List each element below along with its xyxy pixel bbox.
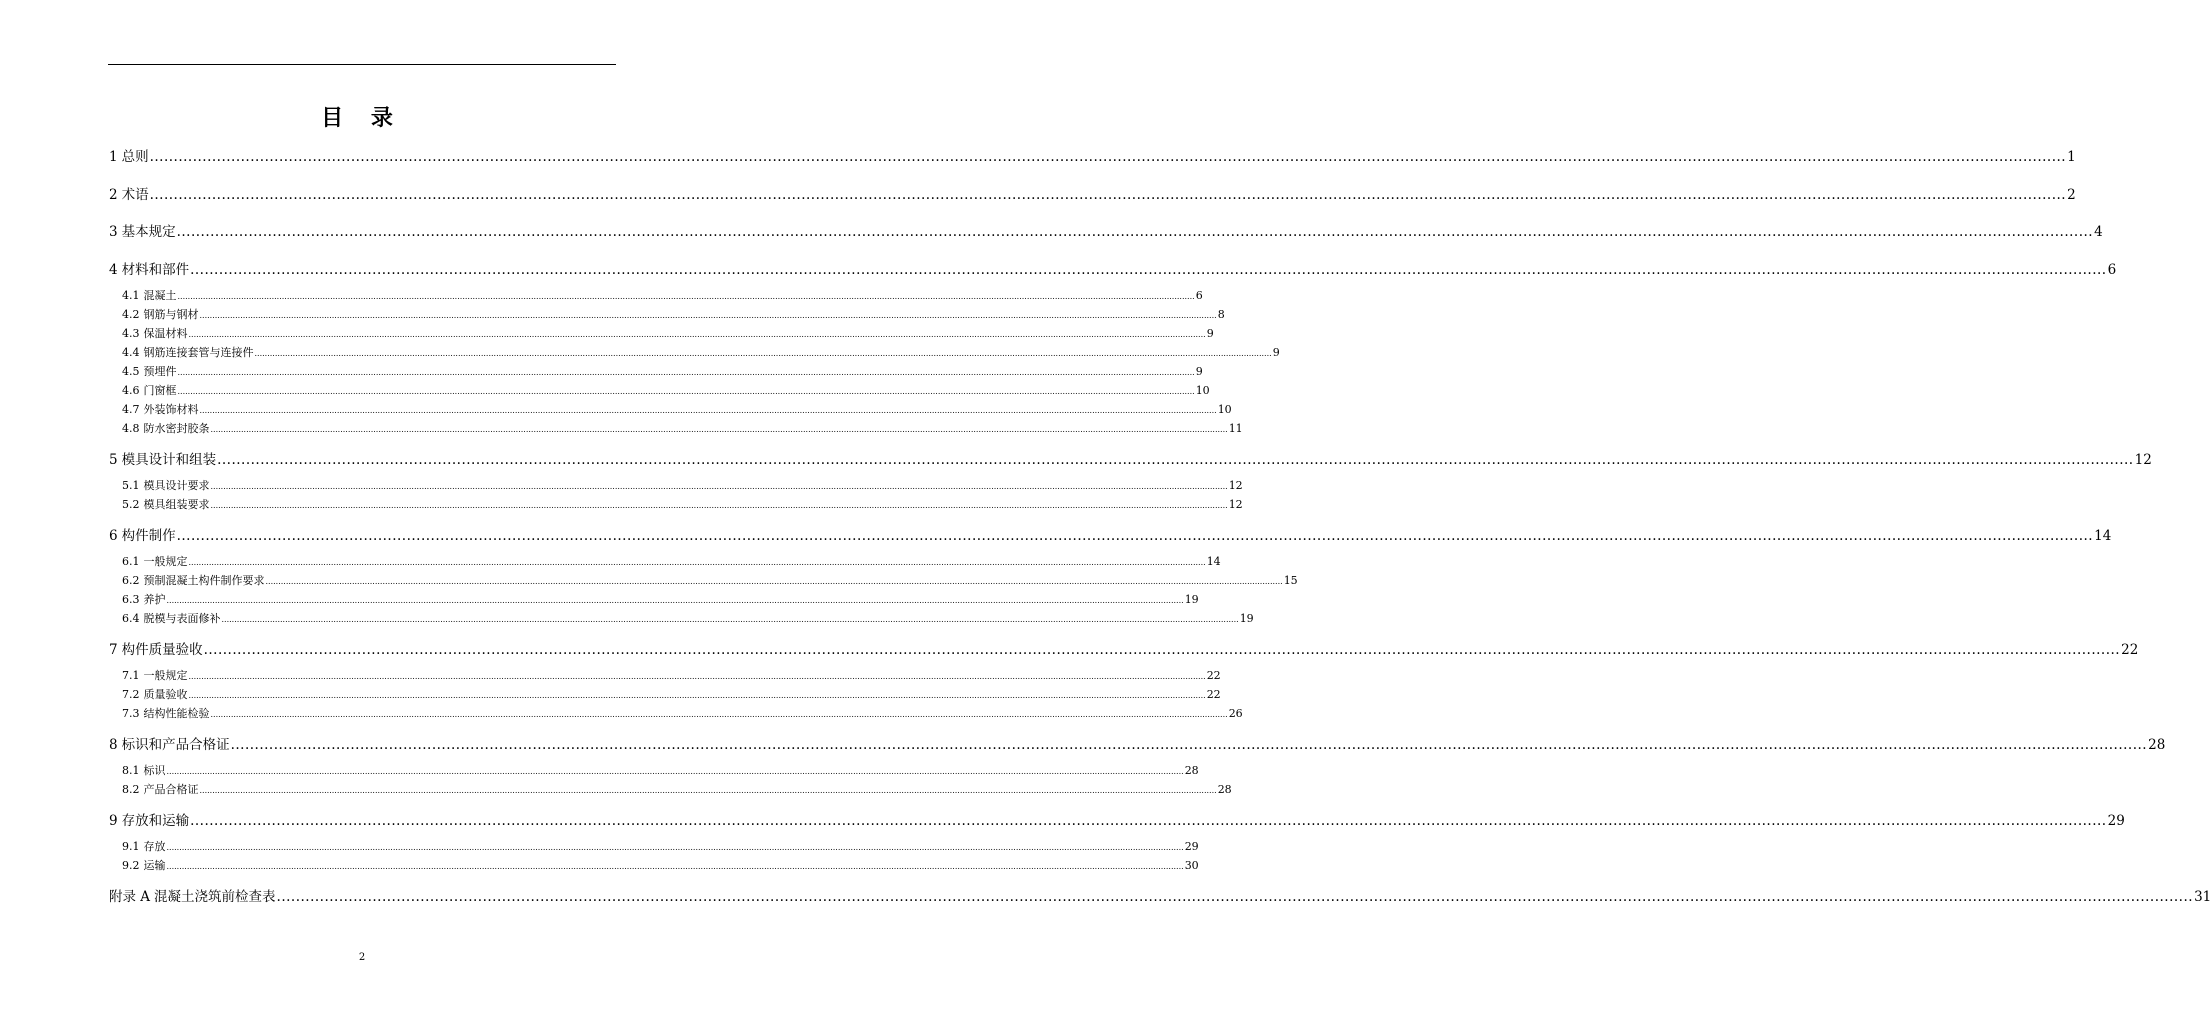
toc-entry-number: 4.4 (122, 346, 140, 359)
toc-leader-dots: ................................................................................................................................................................................................................................................................................................................................................................................................................ (166, 862, 1184, 871)
toc-entry-page: 26 (1228, 707, 1243, 720)
toc-section[interactable] (122, 553, 1221, 569)
toc-entry-page: 22 (1206, 669, 1221, 682)
toc-entry-label: 术语 (121, 187, 149, 203)
toc-chapter[interactable] (109, 885, 2211, 905)
toc-section[interactable] (122, 686, 1221, 702)
toc-section[interactable] (122, 705, 1243, 721)
toc-entry-label: 外装饰材料 (143, 403, 199, 416)
toc-entry-number: 7.1 (122, 669, 140, 682)
toc-entry-page: 19 (1184, 593, 1199, 606)
toc-entry-page: 10 (1195, 384, 1210, 397)
toc-entry-number: 4.1 (122, 289, 140, 302)
page-number: 2 (358, 952, 366, 963)
toc-leader-dots: ................................................................................................................................................................................................................................................................................................................................................................................................................ (149, 149, 2067, 165)
toc-leader-dots: ................................................................................................................................................................................................................................................................................................................................................................................................................ (190, 262, 2107, 278)
toc-entry-page: 28 (1217, 783, 1232, 796)
toc-chapter[interactable] (109, 183, 2076, 203)
toc-entry-label: 一般规定 (143, 669, 188, 682)
toc-entry-page: 12 (1228, 498, 1243, 511)
toc-entry-label: 产品合格证 (143, 783, 199, 796)
toc-entry-number: 2 (109, 187, 118, 203)
toc-leader-dots: ................................................................................................................................................................................................................................................................................................................................................................................................................ (190, 813, 2107, 829)
toc-entry-label: 混凝土 (143, 289, 177, 302)
toc-entry-number: 4 (109, 262, 118, 278)
toc-leader-dots: ................................................................................................................................................................................................................................................................................................................................................................................................................ (199, 786, 1217, 795)
toc-entry-number: 4.7 (122, 403, 140, 416)
toc-section[interactable] (122, 667, 1221, 683)
toc-leader-dots: ................................................................................................................................................................................................................................................................................................................................................................................................................ (177, 368, 1195, 377)
toc-section[interactable] (122, 857, 1199, 873)
toc-section[interactable] (122, 591, 1199, 607)
toc-entry-number: 5 (109, 452, 118, 468)
toc-entry-label: 保温材料 (143, 327, 188, 340)
toc-entry-number: 6.2 (122, 574, 140, 587)
toc-entry-label: 构件制作 (121, 528, 176, 544)
toc-entry-page: 11 (1228, 422, 1243, 435)
toc-entry-label: 预埋件 (143, 365, 177, 378)
toc-entry-number: 4.6 (122, 384, 140, 397)
toc-leader-dots: ................................................................................................................................................................................................................................................................................................................................................................................................................ (188, 691, 1206, 700)
toc-section[interactable] (122, 572, 1298, 588)
toc-leader-dots: ................................................................................................................................................................................................................................................................................................................................................................................................................ (188, 330, 1206, 339)
toc-entry-label: 混凝土浇筑前检查表 (154, 889, 276, 905)
toc-entry-label: 总则 (121, 149, 149, 165)
toc-entry-label: 门窗框 (143, 384, 177, 397)
toc-entry-number: 附录 A (109, 889, 151, 905)
toc-chapter[interactable] (109, 638, 2139, 658)
toc-leader-dots: ................................................................................................................................................................................................................................................................................................................................................................................................................ (210, 425, 1228, 434)
toc-entry-label: 运输 (143, 859, 166, 872)
toc-entry-label: 材料和部件 (121, 262, 190, 278)
toc-entry-number: 7.2 (122, 688, 140, 701)
toc-entry-number: 9.1 (122, 840, 140, 853)
toc-entry-number: 4.3 (122, 327, 140, 340)
toc-section[interactable] (122, 325, 1214, 341)
toc-chapter[interactable] (109, 448, 2152, 468)
toc-entry-page: 14 (2094, 528, 2112, 544)
toc-entry-number: 4.5 (122, 365, 140, 378)
toc-leader-dots: ................................................................................................................................................................................................................................................................................................................................................................................................................ (254, 349, 1272, 358)
toc-entry-label: 养护 (143, 593, 166, 606)
toc-entry-label: 一般规定 (143, 555, 188, 568)
toc-entry-page: 22 (1206, 688, 1221, 701)
toc-leader-dots: ................................................................................................................................................................................................................................................................................................................................................................................................................ (221, 615, 1239, 624)
toc-entry-page: 29 (1184, 840, 1199, 853)
toc-entry-page: 6 (2107, 262, 2117, 278)
toc-leader-dots: ................................................................................................................................................................................................................................................................................................................................................................................................................ (210, 482, 1228, 491)
toc-section[interactable] (122, 477, 1243, 493)
toc-entry-label: 模具组装要求 (143, 498, 210, 511)
toc-entry-page: 4 (2094, 224, 2103, 240)
toc-entry-page: 22 (2121, 642, 2139, 658)
toc-entry-page: 19 (1239, 612, 1254, 625)
toc-entry-page: 9 (1272, 346, 1280, 359)
toc-entry-page: 12 (2134, 452, 2152, 468)
toc-entry-number: 6.1 (122, 555, 140, 568)
toc-entry-number: 4.8 (122, 422, 140, 435)
toc-section[interactable] (122, 838, 1199, 854)
toc-section[interactable] (122, 363, 1203, 379)
toc-entry-label: 防水密封胶条 (143, 422, 210, 435)
toc-chapter[interactable] (109, 733, 2166, 753)
toc-entry-label: 模具设计要求 (143, 479, 210, 492)
toc-entry-label: 钢筋连接套管与连接件 (143, 346, 254, 359)
toc-entry-number: 6.4 (122, 612, 140, 625)
toc-leader-dots: ................................................................................................................................................................................................................................................................................................................................................................................................................ (166, 767, 1184, 776)
toc-section[interactable] (122, 420, 1243, 436)
toc-entry-number: 8.1 (122, 764, 140, 777)
toc-leader-dots: ................................................................................................................................................................................................................................................................................................................................................................................................................ (166, 596, 1184, 605)
toc-entry-page: 2 (2067, 187, 2076, 203)
toc-section[interactable] (122, 306, 1225, 322)
toc-chapter[interactable] (109, 524, 2112, 544)
toc-entry-label: 模具设计和组装 (121, 452, 217, 468)
toc-entry-number: 7 (109, 642, 118, 658)
toc-entry-page: 28 (2148, 737, 2166, 753)
toc-title: 目 录 (321, 106, 403, 131)
toc-entry-number: 5.2 (122, 498, 140, 511)
toc-entry-number: 6 (109, 528, 118, 544)
toc-entry-label: 脱模与表面修补 (143, 612, 221, 625)
toc-entry-label: 质量验收 (143, 688, 188, 701)
toc-chapter[interactable] (109, 809, 2125, 829)
toc-entry-number: 5.1 (122, 479, 140, 492)
toc-leader-dots: ................................................................................................................................................................................................................................................................................................................................................................................................................ (166, 843, 1184, 852)
toc-entry-page: 8 (1217, 308, 1225, 321)
toc-entry-page: 6 (1195, 289, 1203, 302)
toc-entry-page: 9 (1195, 365, 1203, 378)
toc-leader-dots: ................................................................................................................................................................................................................................................................................................................................................................................................................ (199, 406, 1217, 415)
toc-leader-dots: ................................................................................................................................................................................................................................................................................................................................................................................................................ (188, 558, 1206, 567)
toc-leader-dots: ................................................................................................................................................................................................................................................................................................................................................................................................................ (149, 187, 2067, 203)
toc-entry-page: 30 (1184, 859, 1199, 872)
toc-leader-dots: ................................................................................................................................................................................................................................................................................................................................................................................................................ (199, 311, 1217, 320)
toc-entry-page: 15 (1283, 574, 1298, 587)
toc-entry-number: 7.3 (122, 707, 140, 720)
toc-section[interactable] (122, 401, 1232, 417)
toc-entry-label: 基本规定 (121, 224, 176, 240)
toc-section[interactable] (122, 781, 1232, 797)
toc-entry-page: 28 (1184, 764, 1199, 777)
toc-leader-dots: ................................................................................................................................................................................................................................................................................................................................................................................................................ (177, 387, 1195, 396)
toc-entry-number: 8.2 (122, 783, 140, 796)
toc-section[interactable] (122, 287, 1203, 303)
toc-section[interactable] (122, 496, 1243, 512)
toc-leader-dots: ................................................................................................................................................................................................................................................................................................................................................................................................................ (230, 737, 2148, 753)
toc-leader-dots: ................................................................................................................................................................................................................................................................................................................................................................................................................ (176, 224, 2094, 240)
toc-entry-page: 29 (2107, 813, 2125, 829)
toc-entry-label: 结构性能检验 (143, 707, 210, 720)
toc-entry-page: 12 (1228, 479, 1243, 492)
toc-entry-label: 预制混凝土构件制作要求 (143, 574, 265, 587)
toc-section[interactable] (122, 610, 1254, 626)
toc-entry-number: 9 (109, 813, 118, 829)
toc-entry-page: 14 (1206, 555, 1221, 568)
toc-leader-dots: ................................................................................................................................................................................................................................................................................................................................................................................................................ (217, 452, 2134, 468)
toc-section[interactable] (122, 344, 1280, 360)
toc-leader-dots: ................................................................................................................................................................................................................................................................................................................................................................................................................ (210, 710, 1228, 719)
toc-chapter[interactable] (109, 145, 2076, 165)
toc-chapter[interactable] (109, 220, 2103, 240)
toc-leader-dots: ................................................................................................................................................................................................................................................................................................................................................................................................................ (188, 672, 1206, 681)
toc-entry-page: 31 (2194, 889, 2211, 905)
toc-entry-label: 标识和产品合格证 (121, 737, 230, 753)
toc-entry-number: 6.3 (122, 593, 140, 606)
toc-chapter[interactable] (109, 258, 2117, 278)
toc-section[interactable] (122, 762, 1199, 778)
toc-section[interactable] (122, 382, 1210, 398)
toc-entry-label: 钢筋与钢材 (143, 308, 199, 321)
toc-leader-dots: ................................................................................................................................................................................................................................................................................................................................................................................................................ (276, 889, 2194, 905)
toc-entry-number: 1 (109, 149, 118, 165)
toc-entry-label: 存放和运输 (121, 813, 190, 829)
toc-entry-page: 1 (2067, 149, 2076, 165)
toc-entry-label: 构件质量验收 (121, 642, 203, 658)
toc-entry-number: 8 (109, 737, 118, 753)
toc-entry-number: 3 (109, 224, 118, 240)
toc-entry-number: 4.2 (122, 308, 140, 321)
toc-leader-dots: ................................................................................................................................................................................................................................................................................................................................................................................................................ (176, 528, 2094, 544)
toc-leader-dots: ................................................................................................................................................................................................................................................................................................................................................................................................................ (265, 577, 1283, 586)
toc-leader-dots: ................................................................................................................................................................................................................................................................................................................................................................................................................ (210, 501, 1228, 510)
toc-entry-page: 10 (1217, 403, 1232, 416)
toc-entry-page: 9 (1206, 327, 1214, 340)
toc-leader-dots: ................................................................................................................................................................................................................................................................................................................................................................................................................ (203, 642, 2121, 658)
toc-leader-dots: ................................................................................................................................................................................................................................................................................................................................................................................................................ (177, 292, 1195, 301)
toc-entry-number: 9.2 (122, 859, 140, 872)
toc-entry-label: 标识 (143, 764, 166, 777)
toc-entry-label: 存放 (143, 840, 166, 853)
